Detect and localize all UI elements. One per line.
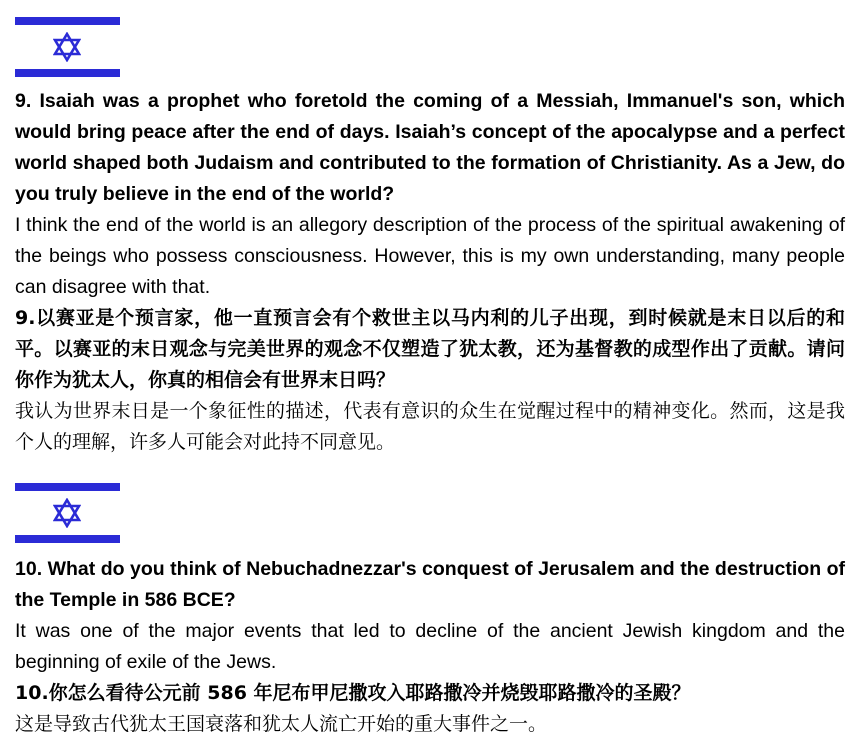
star-of-david-icon [53, 32, 81, 62]
flag-stripe-bottom [15, 69, 120, 77]
star-of-david-icon [53, 498, 81, 528]
flag-stripe-top [15, 483, 120, 491]
qa-section-10 [15, 554, 845, 740]
answer-en: I think the end of the world is an allegory description of the process of the spiritual awakening of the beings who possess consciousness. However, this is my own understanding, many people can disagree with that. [15, 214, 845, 298]
flag-stripe-top [15, 17, 120, 25]
israel-flag-icon [15, 16, 120, 78]
answer-en: It was one of the major events that led to decline of the ancient Jewish kingdom and the beginning of exile of the Jews. [15, 620, 845, 673]
question-zh: 9.以赛亚是个预言家，他一直预言会有个救世主以马内利的儿子出现，到时候就是末日以后的和平。以赛亚的末日观念与完美世界的观念不仅塑造了犹太教，还为基督教的成型作出了贡献。请问你作为犹太人，你真的相信会有世界末日吗？ [15, 307, 845, 391]
israel-flag-icon [15, 482, 120, 544]
answer-zh: 这是导致古代犹太王国衰落和犹太人流亡开始的重大事件之一。 [15, 713, 548, 735]
question-en: 9. Isaiah was a prophet who foretold the coming of a Messiah, Immanuel's son, which would bring peace after the end of days. Isaiah’s concept of the apocalypse and a perfect world shaped both Judaism and contributed to the formation of Christianity. As a Jew, do you truly believe in the end of the world? [15, 90, 845, 205]
flag-stripe-bottom [15, 535, 120, 543]
question-en: 10. What do you think of Nebuchadnezzar's conquest of Jerusalem and the destruction of the Temple in 586 BCE? [15, 558, 845, 611]
answer-zh: 我认为世界末日是一个象征性的描述，代表有意识的众生在觉醒过程中的精神变化。然而，这是我个人的理解，许多人可能会对此持不同意见。 [15, 400, 845, 453]
question-zh: 10.你怎么看待公元前 586 年尼布甲尼撒攻入耶路撒冷并烧毁耶路撒冷的圣殿？ [15, 682, 691, 704]
qa-section-9 [15, 86, 845, 458]
